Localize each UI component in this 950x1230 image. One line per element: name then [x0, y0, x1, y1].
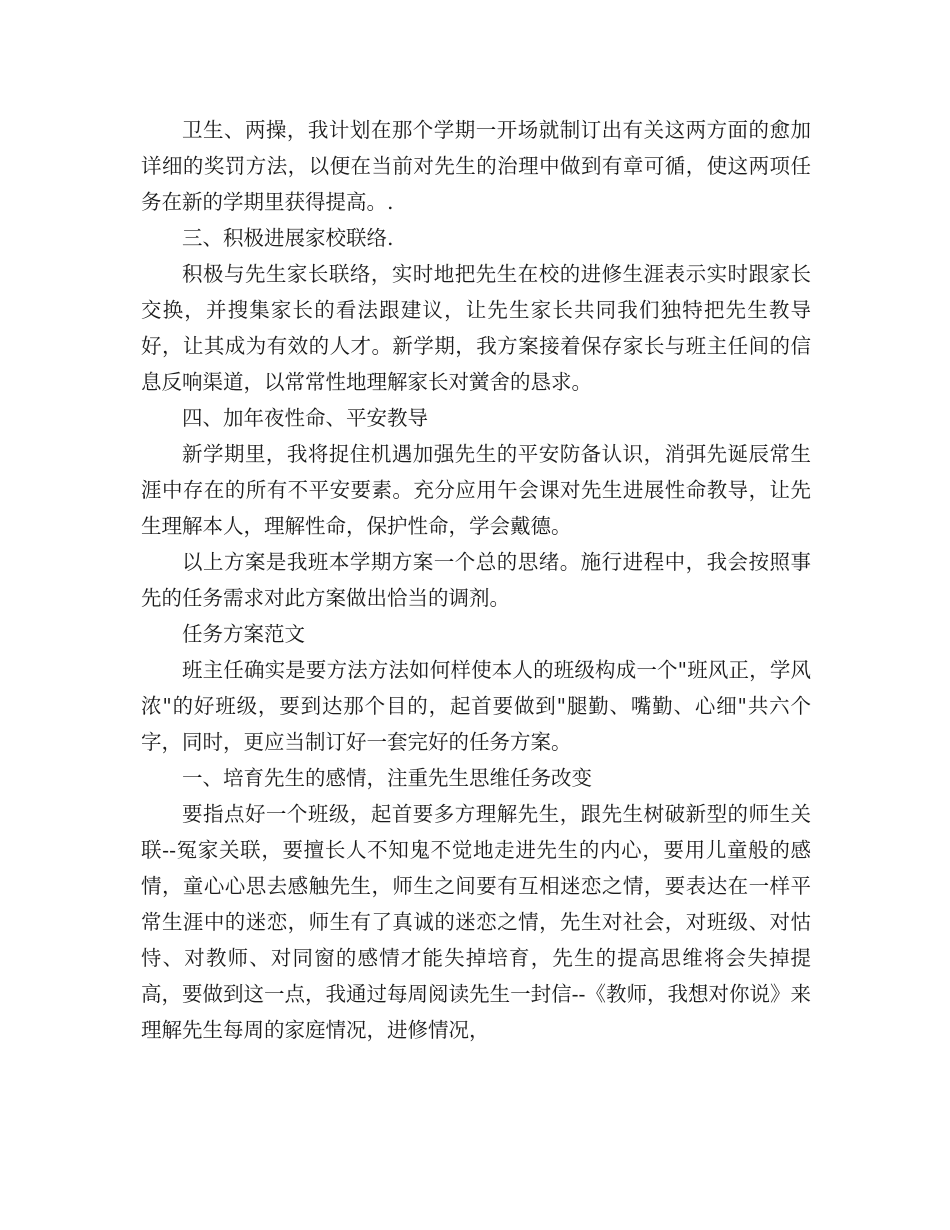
heading-work-plan-sample: 任务方案范文: [182, 622, 305, 646]
document-body: [141, 112, 811, 1048]
paragraph-safety-awareness: 新学期里，我将捉住机遇加强先生的平安防备认识，消弭先诞辰常生涯中存在的所有不平安要素。充分应用午会课对先生进展性命教导，让先生理解本人，理解性命，保护性命，学会戴德。: [141, 442, 811, 538]
paragraph-class-teacher-goal: 班主任确实是要方法方法如何样使本人的班级构成一个"班风正，学风浓"的好班级，要到达那个目的，起首要做到"腿勤、嘴勤、心细"共六个字，同时，更应当制订好一套完好的任务方案。: [141, 658, 811, 754]
heading-cultivate-feelings: 一、培育先生的感情，注重先生思维任务改变: [182, 766, 592, 790]
paragraph-parent-contact: 积极与先生家长联络，实时地把先生在校的进修生涯表示实时跟家长交换，并搜集家长的看法跟建议，让先生家长共同我们独特把先生教导好，让其成为有效的人才。新学期，我方案接着保存家长与班主任间的信息反响渠道，以常常性地理解家长对黉舍的恳求。: [141, 262, 811, 394]
paragraph-plan-summary: 以上方案是我班本学期方案一个总的思绪。施行进程中，我会按照事先的任务需求对此方案做出恰当的调剂。: [141, 550, 811, 610]
paragraph-hygiene-plan: 卫生、两操，我计划在那个学期一开场就制订出有关这两方面的愈加详细的奖罚方法，以便在当前对先生的治理中做到有章可循，使这两项任务在新的学期里获得提高。.: [141, 118, 811, 214]
heading-life-safety-education: 四、加年夜性命、平安教导: [182, 406, 428, 430]
heading-home-school-contact: 三、积极进展家校联络.: [182, 226, 394, 250]
paragraph-teacher-student-relation: 要指点好一个班级，起首要多方理解先生，跟先生树破新型的师生关联--冤家关联，要擅长人不知鬼不觉地走进先生的内心，要用儿童般的感情，童心心思去感触先生，师生之间要有互相迷恋之情，要表达在一样平常生涯中的迷恋，师生有了真诚的迷恋之情，先生对社会，对班级、对怙恃、对教师、对同窗的感情才能失掉培育，先生的提高思维将会失掉提高，要做到这一点，我通过每周阅读先生一封信--《教师，我想对你说》来理解先生每周的家庭情况，进修情况，: [141, 802, 811, 1042]
